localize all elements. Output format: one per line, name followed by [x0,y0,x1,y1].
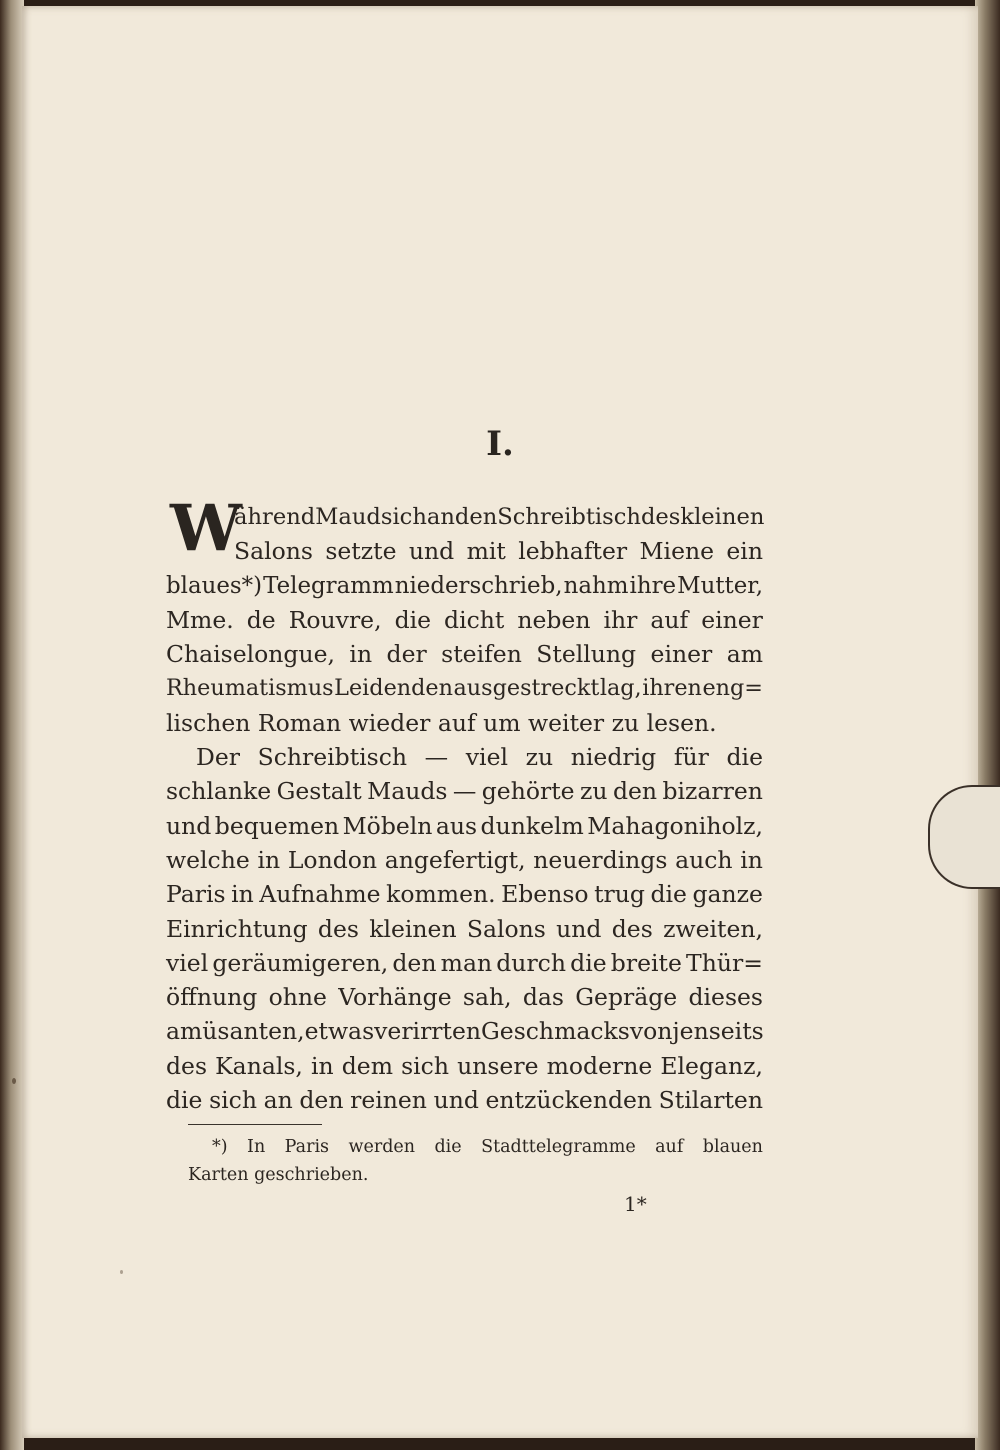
word: welche [166,845,250,874]
word: sich [401,1051,449,1080]
text-line-content: lischen Roman wieder auf um weiter zu lesen. [166,708,717,737]
text-line [166,843,763,877]
word: Kanals, [215,1051,303,1080]
word: Telegramm [263,572,394,599]
word: dieses [688,983,763,1012]
text-line [166,946,763,980]
word: am [726,640,763,669]
chapter-heading: I. [486,424,514,464]
text-line [166,877,763,911]
word: ährend [234,504,316,530]
word: Mutter, [677,572,763,599]
word: Maud [315,504,381,530]
word: moderne [546,1051,653,1080]
word: de [246,605,276,634]
text-line [166,774,763,808]
word: blauen [702,1137,763,1157]
word: Einrichtung [166,914,308,943]
footnote-line-content: Karten geschrieben. [188,1165,369,1185]
word: Vorhänge [338,983,452,1012]
word: ganze [692,880,763,909]
word: das [522,983,564,1012]
word: eng= [702,675,763,702]
word: *) [212,1137,228,1157]
word: nahm [563,572,629,599]
word: etwas [304,1017,375,1046]
footnote-rule [188,1124,322,1125]
word: den [612,777,658,806]
word: die [434,1137,462,1157]
word: Rheumatismus [166,675,334,702]
word: Eleganz, [660,1051,763,1080]
word: ihre [629,572,677,599]
word: von [629,1017,673,1046]
word: ihren [642,675,702,702]
word: auf [655,1137,684,1157]
word: In [247,1137,266,1157]
word: Paris [166,880,226,909]
word: reinen [350,1086,427,1115]
word: geräumigeren, [212,948,389,977]
word: — [424,743,449,772]
word: amüsanten, [166,1017,305,1046]
footnote [188,1133,763,1189]
word: man [440,948,493,977]
word: aus [435,811,478,840]
word: und [166,811,212,840]
text-line [166,603,763,637]
text-line [166,912,763,946]
word: kommen. [386,880,496,909]
word: gehörte [481,777,575,806]
word: — [452,777,477,806]
word: Stellung [536,640,637,669]
word: Mauds [367,777,448,806]
text-line [166,534,763,568]
word: die [726,743,763,772]
word: des [640,504,681,530]
word: Chaiselongue, [166,640,335,669]
word: für [673,743,709,772]
word: den [454,504,498,530]
word: blaues*) [166,572,263,599]
word: viel [465,743,508,772]
word: ausgestreckt [453,675,600,702]
word: niederschrieb, [394,572,563,599]
word: Stilarten [658,1086,763,1115]
word: werden [348,1137,416,1157]
word: schlanke [166,777,272,806]
word: London [287,845,378,874]
word: kleinen [369,914,457,943]
right-page-edge [975,0,1000,1450]
word: Leidenden [334,675,453,702]
word: bizarren [662,777,763,806]
footnote-line [188,1161,763,1189]
word: zu [525,743,554,772]
word: neben [517,605,591,634]
word: auch [675,845,733,874]
word: ohne [268,983,327,1012]
text-line [166,569,763,603]
word: und [556,914,602,943]
word: verirrten [374,1017,482,1046]
dropcap-initial: W [170,491,242,566]
word: die [570,948,607,977]
text-line [166,706,763,740]
word: steifen [441,640,522,669]
text-line [166,740,763,774]
word: angefertigt, [384,845,526,874]
word: jenseits [672,1017,764,1046]
word: Aufnahme [259,880,381,909]
word: viel [166,948,209,977]
word: des [317,914,359,943]
footnote-line [212,1133,763,1161]
word: an [263,1086,293,1115]
word: lebhafter [518,537,628,566]
word: Ebenso [501,880,589,909]
word: Gepräge [575,983,678,1012]
text-line [166,1049,763,1083]
word: durch [496,948,566,977]
word: des [166,1051,208,1080]
word: den [299,1086,344,1115]
word: setzte [325,537,397,566]
text-line [166,1014,763,1048]
word: bequemen [214,811,340,840]
word: in [311,1051,334,1080]
word: der [386,640,427,669]
word: einer [701,605,763,634]
word: in [740,845,763,874]
word: sich [380,504,427,530]
word: Stadttelegramme [481,1137,636,1157]
paper-speck [12,1078,16,1084]
word: mit [466,537,506,566]
word: sah, [462,983,512,1012]
word: Rouvre, [288,605,382,634]
word: dicht [444,605,505,634]
text-line [166,980,763,1014]
word: neuerdings [533,845,668,874]
word: entzückenden [485,1086,653,1115]
word: niedrig [570,743,657,772]
word: auf [650,605,689,634]
word: Mahagoniholz, [587,811,763,840]
left-page-edge [0,0,24,1450]
word: lag, [599,675,642,702]
word: Thür= [686,948,763,977]
word: trug [594,880,645,909]
word: in [349,640,373,669]
word: Mme. [166,605,234,634]
body-text [166,491,765,1117]
text-line [166,1083,763,1117]
word: Schreibtisch [257,743,408,772]
signature-mark: 1* [624,1192,647,1216]
word: Geschmacks [481,1017,630,1046]
word: zweiten, [663,914,763,943]
word: die [166,1086,203,1115]
word: Schreibtisch [497,504,641,530]
word: des [611,914,653,943]
word: dunkelm [480,811,584,840]
word: den [392,948,437,977]
word: einer [650,640,713,669]
word: ein [726,537,763,566]
word: in [231,880,254,909]
word: Salons [234,537,313,566]
paper-speck [120,1270,123,1274]
word: sich [209,1086,257,1115]
word: öffnung [166,983,258,1012]
word: und [433,1086,479,1115]
word: an [426,504,455,530]
word: die [394,605,432,634]
text-line [166,637,763,671]
word: Gestalt [276,777,362,806]
word: Salons [466,914,546,943]
word: zu [580,777,608,806]
word: breite [610,948,682,977]
word: Möbeln [342,811,433,840]
word: Paris [284,1137,330,1157]
text-line [166,809,763,843]
word: die [650,880,687,909]
word: Miene [639,537,715,566]
word: dem [341,1051,393,1080]
word: kleinen [680,504,765,530]
word: unsere [457,1051,539,1080]
word: ihr [603,605,638,634]
bookmark-tab [928,785,1000,889]
word: in [257,845,281,874]
text-line [166,671,763,705]
text-line [166,500,763,534]
word: Der [196,743,240,772]
word: und [408,537,455,566]
